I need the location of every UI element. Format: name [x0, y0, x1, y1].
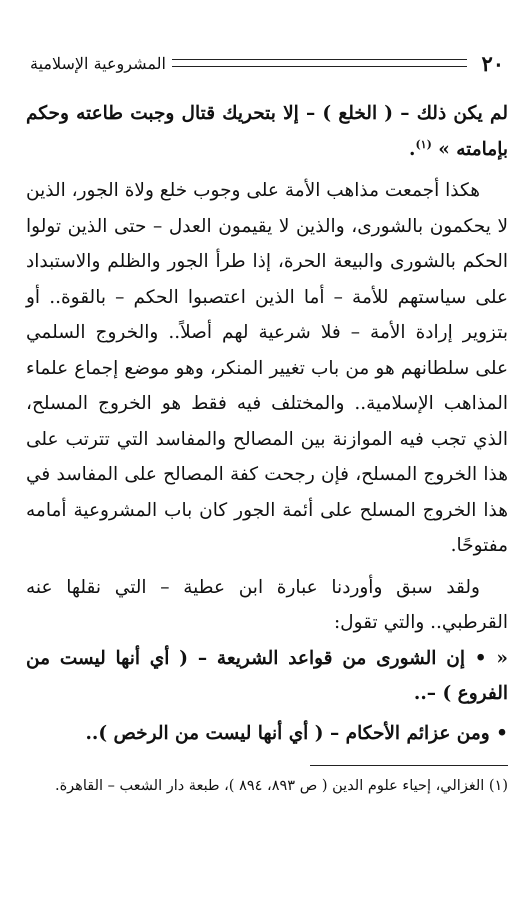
header-rule [172, 59, 468, 67]
main-paragraph: هكذا أجمعت مذاهب الأمة على وجوب خلع ولاة الجور، الذين لا يحكمون بالشورى، والذين لا يقيمون العدل – حتى الذين تولوا الحكم بالشورى والبيعة الحرة، إذا طرأ الجور والظلم والاستبداد على سياستهم للأمة – أما الذين اعتصبوا الحكم – بالقوة.. أو بتزوير إرادة الأمة – فلا شرعية لهم أصلاً.. والخروج السلمي على سلطانهم هو من باب تغيير المنكر، وهو موضع إجماع علماء المذاهب الإسلامية.. والمختلف فيه فقط هو الخروج المسلح، الذي تجب فيه الموازنة بين المصالح والمفاسد التي تترتب على هذا الخروج المسلح، فإن رجحت كفة المصالح على المفاسد في هذا الخروج المسلح على أئمة الجور كان باب المشروعية أمامه مفتوحًا. [26, 180, 508, 556]
bullet-shura-rule: « • إن الشورى من قواعد الشريعة – ( أي أنها ليست من الفروع ) –.. [26, 647, 508, 704]
footnote-rule [310, 765, 508, 766]
page-body [26, 96, 508, 751]
footnote-reference: (١) [415, 137, 432, 151]
running-title: المشروعية الإسلامية [30, 53, 166, 73]
footnote: (١) الغزالي، إحياء علوم الدين ( ص ٨٩٣، ٨٩٤ )، طبعة دار الشعب – القاهرة. [54, 778, 508, 794]
intro-paragraph: ولقد سبق وأوردنا عبارة ابن عطية – التي نقلها عنه القرطبي.. والتي تقول: [26, 576, 508, 633]
quote-paragraph-end [26, 96, 508, 167]
page-header [30, 50, 504, 76]
quote-text: لم يكن ذلك – ( الخلع ) – إلا بتحريك قتال وجبت طاعته وحكم بإمامته » [26, 103, 508, 160]
quote-end-mark: . [408, 138, 416, 160]
bullet-obligations: • ومن عزائم الأحكام – ( أي أنها ليست من الرخص ).. [85, 722, 508, 744]
page-number: ٢٠ [481, 50, 504, 76]
